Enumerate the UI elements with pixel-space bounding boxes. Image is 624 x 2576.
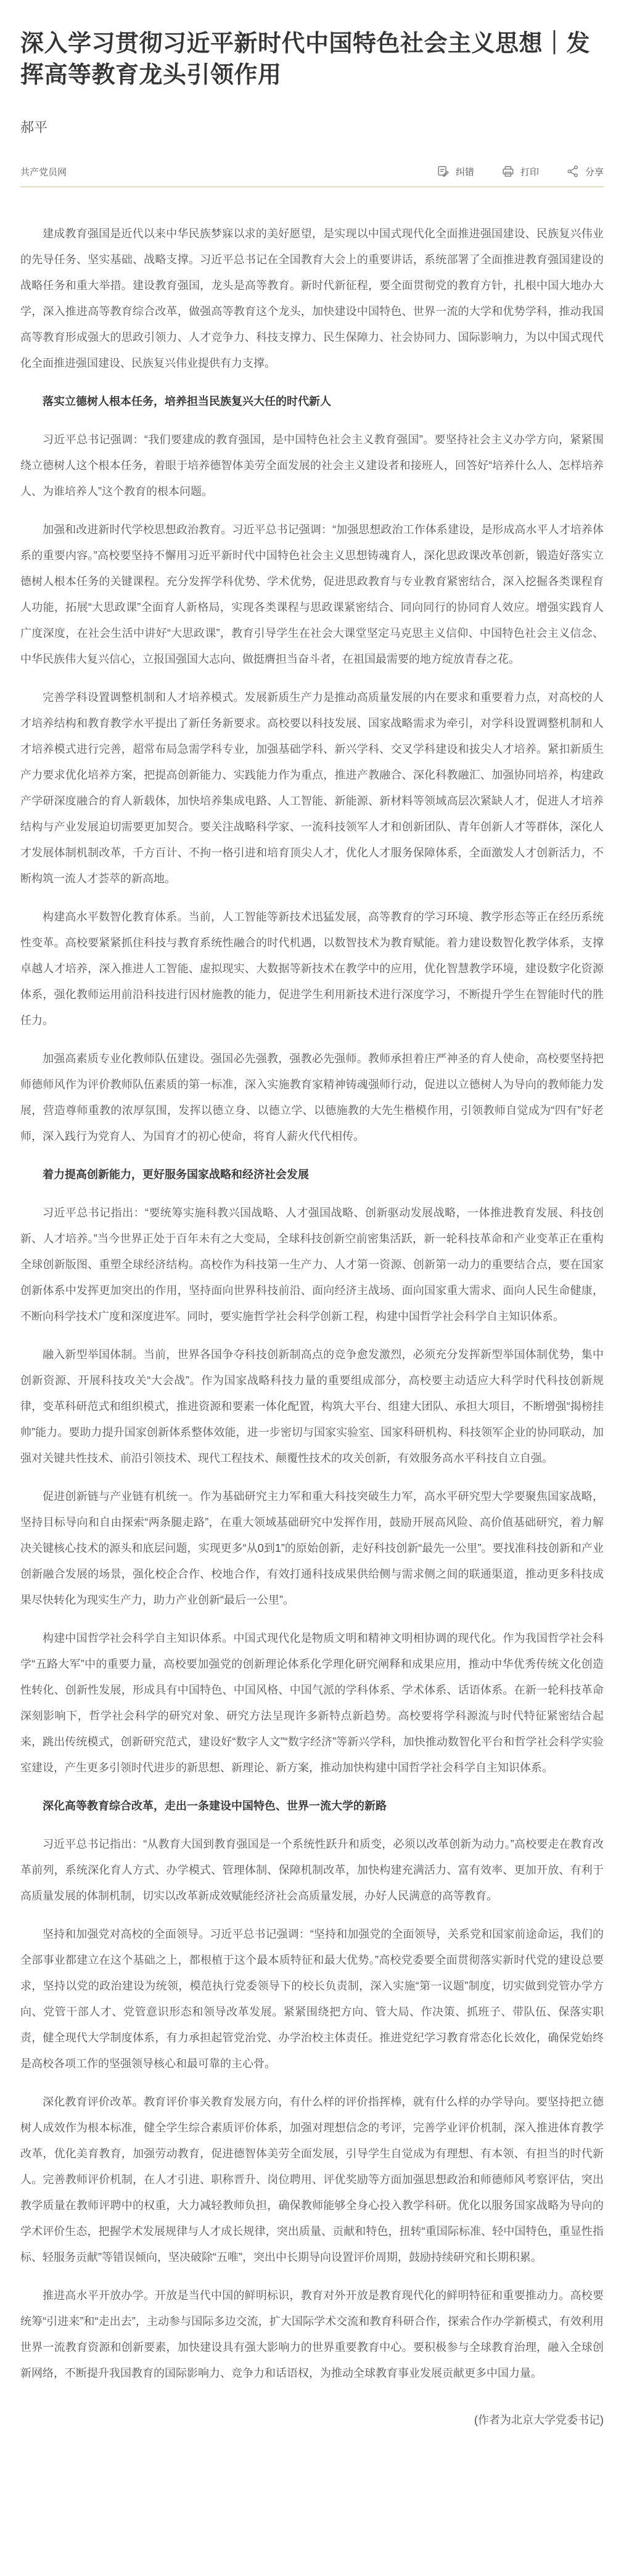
paragraph: 坚持和加强党对高校的全面领导。习近平总书记强调：“坚持和加强党的全面领导，关系党和国家前途命运，我们的全部事业都建立在这个基础之上，都根植于这个最本质特征和最大优势。”高校党委要全面贯彻落实新时代党的建设总要求，坚持以党的政治建设为统领，模范执行党委领导下的校长负责制，深入实施“第一议题”制度，切实做到党管办学方向、党管干部人才、党管意识形态和领导改革发展。紧紧围绕把方向、管大局、作决策、抓班子、带队伍、保落实职责，健全现代大学制度体系，有力承担起管党治党、办学治校主体责任。推进党纪学习教育常态化长效化，确保党始终是高校各项工作的坚强领导核心和最可靠的主心骨。 xyxy=(20,1928,604,2070)
paragraph: 加强和改进新时代学校思想政治教育。习近平总书记强调：“加强思想政治工作体系建设，是形成高水平人才培养体系的重要内容。”高校要坚持不懈用习近平新时代中国特色社会主义思想铸魂育人，深化思政课改革创新，锻造好落实立德树人根本任务的关键课程。充分发挥学科优势、学术优势，促进思政教育与专业教育紧密结合，深入挖掘各类课程育人功能，拓展“大思政课”全面育人新格局，实现各类课程与思政课紧密结合、同向同行的协同育人效应。增强实践育人广度深度，在社会生活中讲好“大思政课”，教育引导学生在社会大课堂坚定马克思主义信仰、中国特色社会主义信念、中华民族伟大复兴信心，立报国强国大志向、做挺膺担当奋斗者，在祖国最需要的地方绽放青春之花。 xyxy=(20,523,604,665)
printer-icon xyxy=(501,165,515,178)
paragraph: 建成教育强国是近代以来中华民族梦寐以求的美好愿望，是实现以中国式现代化全面推进强国建设、民族复兴伟业的先导任务、坚实基础、战略支撑。习近平总书记在全国教育大会上的重要讲话，系统部署了全面推进教育强国建设的战略任务和重大举措。建设教育强国，龙头是高等教育。新时代新征程，要全面贯彻党的教育方针，扎根中国大地办大学，深入推进高等教育综合改革，做强高等教育这个龙头，加快建设中国特色、世界一流的大学和优势学科，推动我国高等教育形成强大的思政引领力、人才竞争力、科技支撑力、民生保障力、社会协同力、国际影响力，为以中国式现代化全面推进强国建设、民族复兴伟业提供有力支撑。 xyxy=(20,228,604,369)
meta-row xyxy=(20,165,604,178)
paragraph: 推进高水平开放办学。开放是当代中国的鲜明标识，教育对外开放是教育现代化的鲜明特征和重要推动力。高校要统筹“引进来”和“走出去”，主动参与国际多边交流，扩大国际学术交流和教育科研合作，探索合作办学新模式，有效利用世界一流教育资源和创新要素，加快建设具有强大影响力的世界重要教育中心。要积极参与全球教育治理，融入全球创新网络，不断提升我国教育的国际影响力、竞争力和话语权，为推动全球教育事业发展贡献更多中国力量。 xyxy=(20,2289,604,2379)
paragraph: 习近平总书记指出：“从教育大国到教育强国是一个系统性跃升和质变，必须以改革创新为动力。”高校要走在教育改革前列，系统深化育人方式、办学模式、管理体制、保障机制改革，加快构建充满活力、富有效率、更加开放、有利于高质量发展的体制机制，切实以改革新成效赋能经济社会高质量发展，办好人民满意的高等教育。 xyxy=(20,1838,604,1902)
share-icon xyxy=(566,165,580,178)
section-heading: 落实立德树人根本任务，培养担当民族复兴大任的时代新人 xyxy=(43,395,331,408)
paragraph: 构建高水平数智化教育体系。当前，人工智能等新技术迅猛发展，高等教育的学习环境、教学形态等正在经历系统性变革。高校要紧紧抓住科技与教育系统性融合的时代机遇，以数智技术为教育赋能。着力建设数智化教学体系，支撑卓越人才培养，深入推进人工智能、虚拟现实、大数据等新技术在教学中的应用，优化智慧教学环境，建设数字化资源体系，强化教师运用前沿科技进行因材施教的能力，促进学生利用新技术进行深度学习，不断提升学生在智能时代的胜任力。 xyxy=(20,911,604,1027)
print-button[interactable] xyxy=(501,165,539,178)
paragraph: 构建中国哲学社会科学自主知识体系。中国式现代化是物质文明和精神文明相协调的现代化。作为我国哲学社会科学“五路大军”中的重要力量，高校要加强党的创新理论体系化学理化研究阐释和成果应用，推动中华优秀传统文化创造性转化、创新性发展，形成具有中国特色、中国风格、中国气派的学科体系、学术体系、话语体系。在新一轮科技革命深刻影响下，哲学社会科学的研究对象、研究方法呈现许多新特点新趋势。高校要将学科源流与时代特征紧密结合起来，跳出传统模式，创新研究范式，建设好“数字人文”“数字经济”等新兴学科，加快推动数智化平台和哲学社会科学实验室建设，产生更多引领时代进步的新思想、新理论、新方案，推动加快构建中国哲学社会科学自主知识体系。 xyxy=(20,1632,604,1774)
edit-correction-icon xyxy=(437,165,450,178)
paragraph: 加强高素质专业化教师队伍建设。强国必先强教，强教必先强师。教师承担着庄严神圣的育人使命，高校要坚持把师德师风作为评价教师队伍素质的第一标准，深入实施教育家精神铸魂强师行动，促进以立德树人为导向的教师能力发展，营造尊师重教的浓厚氛围，发挥以德立身、以德立学、以德施教的大先生楷模作用，引领教师自觉成为“四有”好老师，深入践行为党育人、为国育才的初心使命，将育人薪火代代相传。 xyxy=(20,1052,604,1142)
paragraph: 完善学科设置调整机制和人才培养模式。发展新质生产力是推动高质量发展的内在要求和重要着力点，对高校的人才培养结构和教育教学水平提出了新任务新要求。高校要以科技发展、国家战略需求为牵引，对学科设置调整机制和人才培养模式进行完善，超常布局急需学科专业，加强基础学科、新兴学科、交叉学科建设和拔尖人才培养。紧扣新质生产力要求优化培养方案，把提高创新能力、实践能力作为重点，推进产教融合、深化科教融汇、加强协同培养，构建政产学研深度融合的育人新载体，加快培养集成电路、人工智能、新能源、新材料等领域高层次紧缺人才，促进人才培养结构与产业发展迫切需要更加契合。要关注战略科学家、一流科技领军人才和创新团队、青年创新人才等群体，深化人才发展体制机制改革，千方百计、不拘一格引进和培育顶尖人才，优化人才服务保障体系，全面激发人才创新活力，不断构筑一流人才荟萃的新高地。 xyxy=(20,691,604,885)
correction-label: 纠错 xyxy=(455,166,474,178)
correction-button[interactable] xyxy=(437,165,474,178)
paragraph: 深化教育评价改革。教育评价事关教育发展方向，有什么样的评价指挥棒，就有什么样的办学导向。要坚持把立德树人成效作为根本标准，健全学生综合素质评价体系，加强对理想信念的考评，完善学业评价机制，深入推进体育教学改革，优化美育教育，加强劳动教育，促进德智体美劳全面发展，引导学生自觉成为有理想、有本领、有担当的时代新人。完善教师评价机制，在人才引进、职称晋升、岗位聘用、评优奖励等方面加强思想政治和师德师风考察评估，突出教学质量在教师评聘中的权重，大力减轻教师负担，确保教师能够全身心投入教学科研。优化以服务国家战略为导向的学术评价生态，把握学术发展规律与人才成长规律，突出质量、贡献和特色，扭转“重国际标准、轻中国特色，重显性指标、轻服务贡献”等错误倾向，坚决破除“五唯”，突出中长期导向设置评价周期，鼓励持续研究和长期积累。 xyxy=(20,2096,604,2263)
source-label: 共产党员网 xyxy=(20,166,67,178)
article-body xyxy=(20,187,604,2461)
page-title: 深入学习贯彻习近平新时代中国特色社会主义思想｜发挥高等教育龙头引领作用 xyxy=(20,31,591,88)
section-heading: 着力提高创新能力，更好服务国家战略和经济社会发展 xyxy=(43,1168,309,1181)
author-name: 郝平 xyxy=(20,120,48,135)
paragraph: 促进创新链与产业链有机统一。作为基础研究主力军和重大科技突破生力军，高水平研究型大学要聚焦国家战略，坚持目标导向和自由探索“两条腿走路”，在重大领域基础研究中发挥作用，鼓励开展高风险、高价值基础研究，着力解决关键核心技术的源头和底层问题，实现更多“从0到1”的原始创新，走好科技创新“最先一公里”。要找准科技创新和产业创新融合发展的场景，强化校企合作、校地合作，有效打通科技成果供给侧与需求侧之间的联通渠道，推动更多科技成果尽快转化为现实生产力，助力产业创新“最后一公里”。 xyxy=(20,1490,604,1606)
print-label: 打印 xyxy=(520,166,539,178)
paragraph: 习近平总书记强调：“我们要建成的教育强国，是中国特色社会主义教育强国”。要坚持社会主义办学方向，紧紧围绕立德树人这个根本任务，着眼于培养德智体美劳全面发展的社会主义建设者和接班人，回答好“培养什么人、怎样培养人、为谁培养人”这个教育的根本问题。 xyxy=(20,433,604,498)
paragraph: 融入新型举国体制。当前，世界各国争夺科技创新制高点的竞争愈发激烈，必须充分发挥新型举国体制优势，集中创新资源、开展科技攻关“大会战”。作为国家战略科技力量的重要组成部分，高校要主动适应大科学时代科技创新规律，变革科研范式和组织模式，推进资源和要素一体化配置，构筑大平台、组建大团队、承担大项目，不断增强“揭榜挂帅”能力。要助力提升国家创新体系整体效能，进一步密切与国家实验室、国家科研机构、科技领军企业的协同联动，加强对关键共性技术、前沿引领技术、现代工程技术、颠覆性技术的攻关创新，有效服务高水平科技自立自强。 xyxy=(20,1348,604,1464)
paragraph: 习近平总书记指出：“要统筹实施科教兴国战略、人才强国战略、创新驱动发展战略，一体推进教育发展、科技创新、人才培养。”当今世界正处于百年未有之大变局，全球科技创新空前密集活跃，新一轮科技革命和产业变革正在重构全球创新版图、重塑全球经济结构。高校作为科技第一生产力、人才第一资源、创新第一动力的重要结合点，要在国家创新体系中发挥更加突出的作用，坚持面向世界科技前沿、面向经济主战场、面向国家重大需求、面向人民生命健康，不断向科学技术广度和深度进军。同时，要实施哲学社会科学创新工程，构建中国哲学社会科学自主知识体系。 xyxy=(20,1207,604,1323)
share-button[interactable] xyxy=(566,165,604,178)
share-label: 分享 xyxy=(585,166,604,178)
article-page xyxy=(0,28,624,2461)
section-heading: 深化高等教育综合改革，走出一条建设中国特色、世界一流大学的新路 xyxy=(43,1800,387,1812)
action-bar xyxy=(437,165,604,178)
author-byline: (作者为北京大学党委书记) xyxy=(474,2414,604,2426)
